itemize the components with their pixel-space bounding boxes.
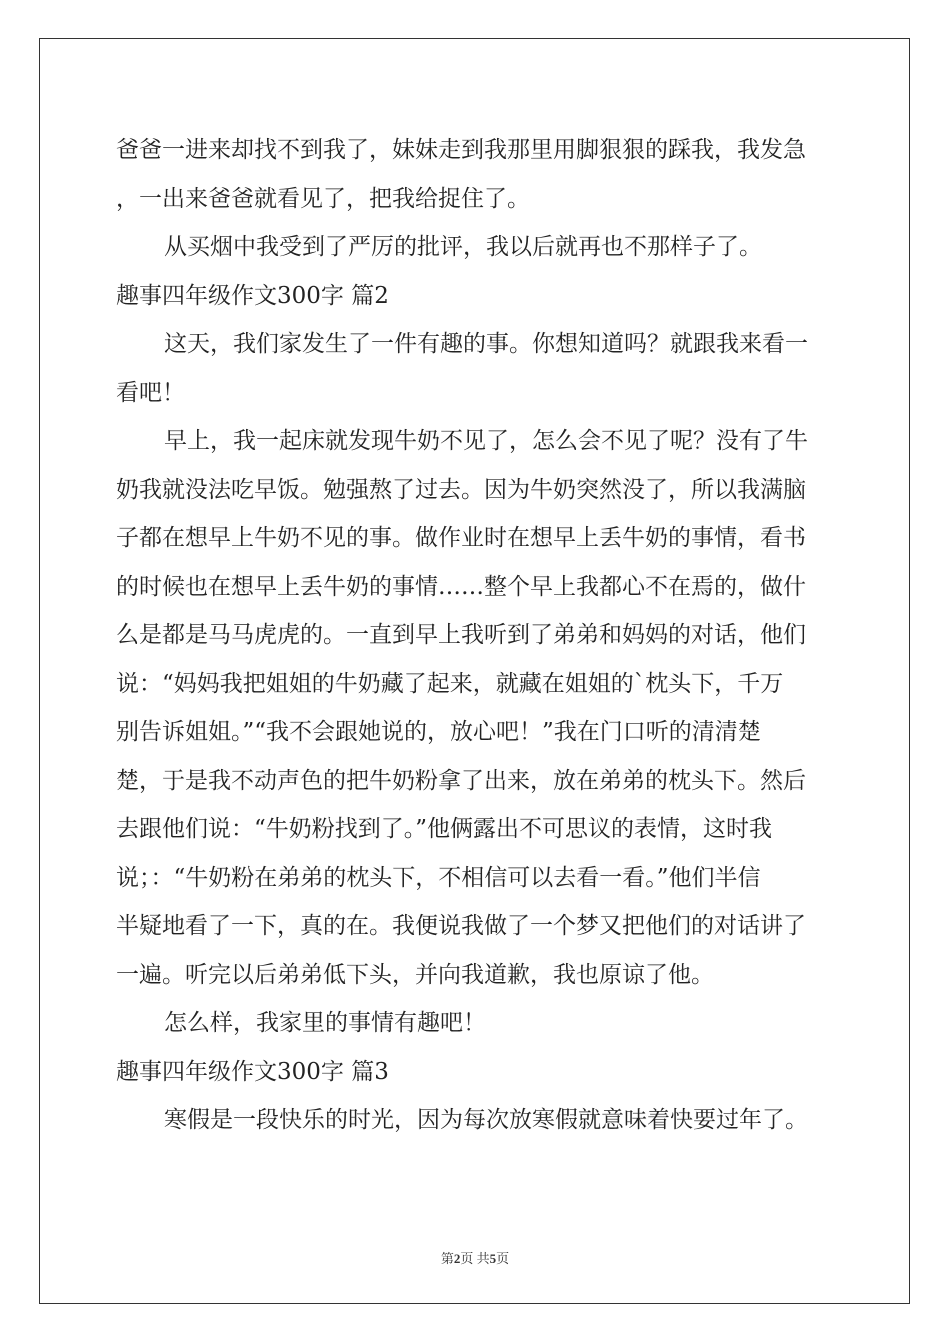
footer-prefix: 第 (440, 1251, 454, 1266)
text-line: 早上，我一起床就发现牛奶不见了，怎么会不见了呢？没有了牛 (164, 428, 808, 454)
text-line: ，一出来爸爸就看见了，把我给捉住了。 (116, 185, 530, 212)
text-line: 么是都是马马虎虎的。一直到早上我听到了弟弟和妈妈的对话，他们 (116, 622, 806, 648)
text-line: 从买烟中我受到了严厉的批评，我以后就再也不那样子了。 (164, 234, 762, 260)
text-line: 一遍。听完以后弟弟低下头，并向我道歉，我也原谅了他。 (116, 961, 714, 988)
text-line: 半疑地看了一下，真的在。我便说我做了一个梦又把他们的对话讲了 (116, 913, 806, 939)
section-heading: 趣事四年级作文300字 篇3 (116, 1058, 389, 1085)
footer-suffix: 页 (496, 1251, 510, 1266)
section-heading: 趣事四年级作文300字 篇2 (116, 282, 389, 309)
page-footer (0, 1248, 950, 1267)
text-line: 的时候也在想早上丢牛奶的事情……整个早上我都心不在焉的，做什 (116, 573, 806, 600)
text-line: 去跟他们说：“牛奶粉找到了。”他俩露出不可思议的表情，这时我 (116, 816, 773, 842)
text-line: 看吧！ (116, 379, 185, 406)
footer-mid: 页 共 (460, 1251, 490, 1266)
text-line: 爸爸一进来却找不到我了，妹妹走到我那里用脚狠狠的踩我，我发急 (116, 137, 806, 163)
text-line: 子都在想早上牛奶不见的事。做作业时在想早上丢牛奶的事情，看书 (116, 525, 806, 551)
text-line: 怎么样，我家里的事情有趣吧！ (164, 1010, 486, 1036)
footer-total-pages: 5 (489, 1251, 497, 1266)
footer-page-number: 2 (453, 1251, 461, 1266)
text-line: 寒假是一段快乐的时光，因为每次放寒假就意味着快要过年了。 (164, 1107, 808, 1133)
text-line: 楚，于是我不动声色的把牛奶粉拿了出来，放在弟弟的枕头下。然后 (116, 767, 806, 794)
document-body (116, 126, 836, 1145)
text-line: 说；：“牛奶粉在弟弟的枕头下，不相信可以去看一看。”他们半信 (116, 864, 761, 891)
text-line: 别告诉姐姐。”“我不会跟她说的，放心吧！”我在门口听的清清楚 (116, 719, 761, 745)
text-line: 这天，我们家发生了一件有趣的事。你想知道吗？就跟我来看一 (164, 331, 808, 357)
text-line: 说：“妈妈我把姐姐的牛奶藏了起来，就藏在姐姐的`枕头下，千万 (116, 670, 784, 697)
text-line: 奶我就没法吃早饭。勉强熬了过去。因为牛奶突然没了，所以我满脑 (116, 476, 806, 503)
